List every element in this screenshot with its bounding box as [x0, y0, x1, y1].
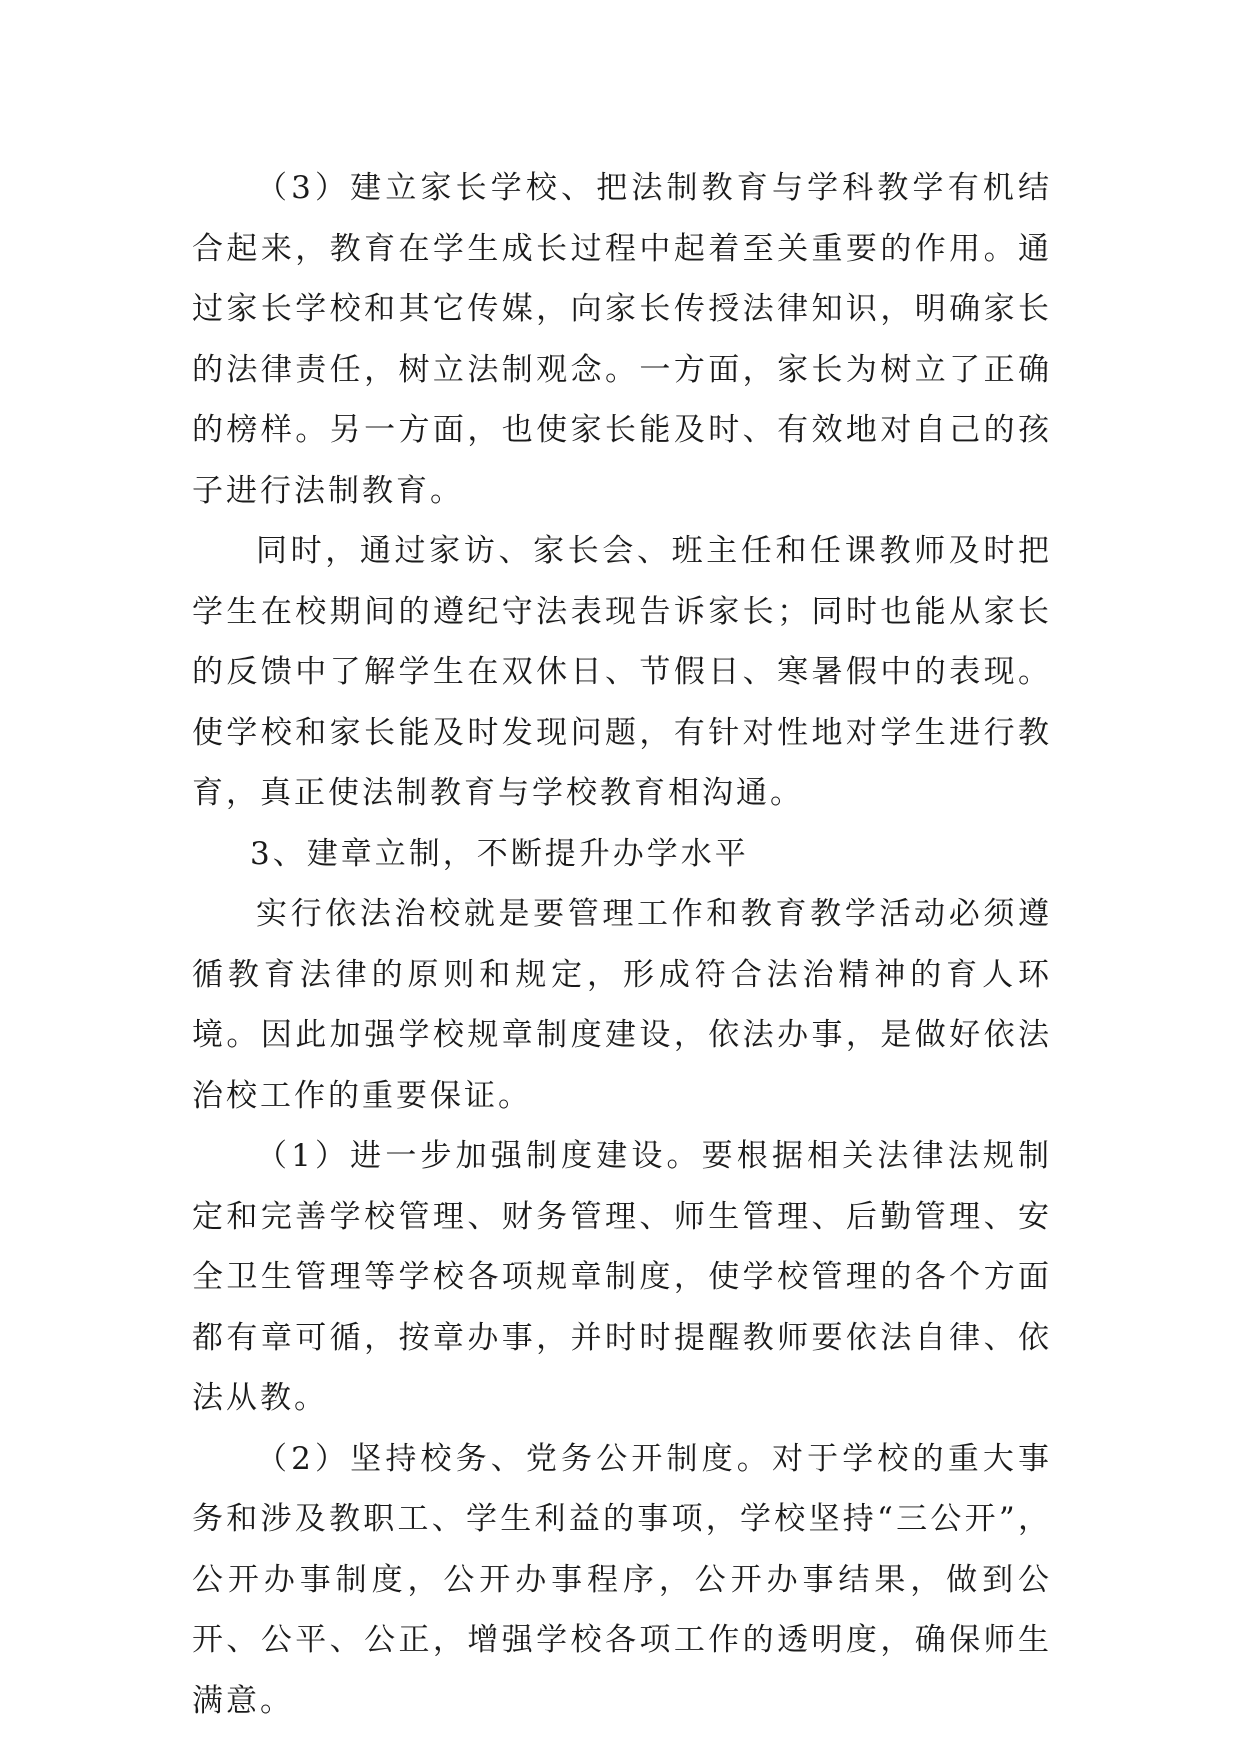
paragraph-parent-school: （3）建立家长学校、把法制教育与学科教学有机结合起来，教育在学生成长过程中起着至关重要的作用。通过家长学校和其它传媒，向家长传授法律知识，明确家长的法律责任，树立法制观念。一方面，家长为树立了正确的榜样。另一方面，也使家长能及时、有效地对自己的孩子进行法制教育。: [192, 170, 1052, 509]
paragraph-home-visits: 同时，通过家访、家长会、班主任和任课教师及时把学生在校期间的遵纪守法表现告诉家长；同时也能从家长的反馈中了解学生在双休日、节假日、寒暑假中的表现。使学校和家长能及时发现问题，有针对性地对学生进行教育，真正使法制教育与学校教育相沟通。: [192, 533, 1052, 811]
document-body: [192, 158, 1052, 1731]
paragraph-system-building: （1）进一步加强制度建设。要根据相关法律法规制定和完善学校管理、财务管理、师生管理、后勤管理、安全卫生管理等学校各项规章制度，使学校管理的各个方面都有章可循，按章办事，并时时提醒教师要依法自律、依法从教。: [192, 1138, 1052, 1416]
section-heading-rules: 3、建章立制，不断提升办学水平: [250, 835, 749, 872]
paragraph-open-affairs: （2）坚持校务、党务公开制度。对于学校的重大事务和涉及教职工、学生利益的事项，学校坚持“三公开”，公开办事制度，公开办事程序，公开办事结果，做到公开、公平、公正，增强学校各项工作的透明度，确保师生满意。: [192, 1440, 1052, 1719]
paragraph-rule-of-law: 实行依法治校就是要管理工作和教育教学活动必须遵循教育法律的原则和规定，形成符合法治精神的育人环境。因此加强学校规章制度建设，依法办事，是做好依法治校工作的重要保证。: [192, 896, 1052, 1114]
